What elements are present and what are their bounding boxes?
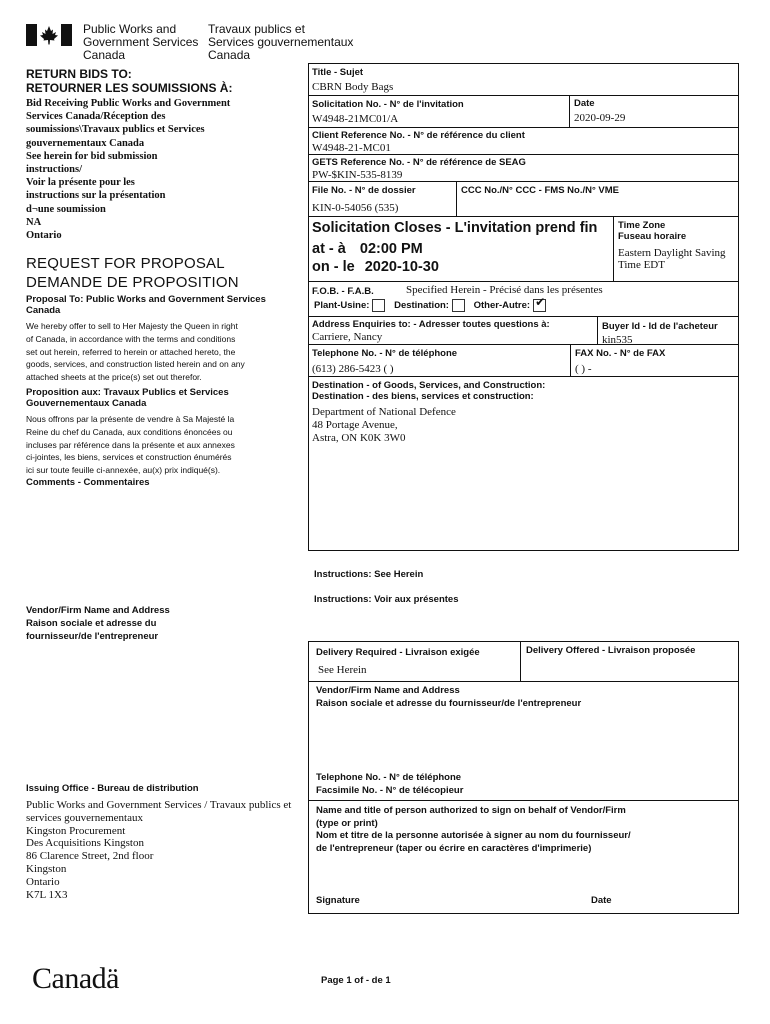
plant-checkbox[interactable]	[372, 299, 385, 312]
proposition-label: Proposition aux: Travaux Publics et Services Gouvernementaux Canada	[26, 387, 229, 409]
return-address	[26, 97, 230, 242]
return-address-line: See herein for bid submission	[26, 150, 158, 162]
vendor-phone-fax-labels	[316, 771, 463, 797]
delivery-offered-label: Delivery Offered - Livraison proposée	[526, 645, 696, 656]
destination-address-line: Astra, ON K0K 3W0	[312, 431, 406, 444]
other-label: Other-Autre:	[473, 300, 531, 312]
file-number-label: File No. - N° de dossier	[312, 185, 416, 196]
delivery-required-label: Delivery Required - Livraison exigée	[316, 647, 480, 658]
file-number-value: KIN-0-54056 (535)	[312, 202, 399, 214]
return-address-line: instructions sur la présentation	[26, 190, 166, 202]
proposal-text-line: of Canada, in accordance with the terms and conditions	[26, 333, 236, 344]
return-address-line: soumissions\Travaux publics et Services	[26, 124, 205, 136]
authorized-signer-label	[316, 805, 631, 855]
return-address-line: NA	[26, 216, 42, 228]
buyer-id-label: Buyer Id - Id de l'acheteur	[602, 321, 718, 332]
proposition-text-line: Nous offrons par la présente de vendre à Sa Majesté la	[26, 414, 235, 424]
issuing-address-line: Kingston Procurement	[26, 824, 126, 837]
issuing-address-line: K7L 1X3	[26, 888, 68, 901]
gets-reference-label: GETS Reference No. - N° de référence de SEAG	[312, 157, 526, 168]
destination-label: Destination:	[394, 300, 449, 312]
issuing-office-label: Issuing Office - Bureau de distribution	[26, 783, 199, 794]
canada-flag-icon	[26, 24, 72, 46]
time-zone-value: Eastern Daylight Saving Time EDT	[618, 247, 726, 271]
issuing-address-line: Des Acquisitions Kingston	[26, 837, 144, 850]
signer-label-line: Nom et titre de la personne autorisée à signer au nom du fournisseur/	[316, 830, 631, 841]
proposition-text-line: ci-jointes, les biens, services et construction énumérés	[26, 452, 232, 463]
proposition-text-line: incluses par référence dans la présente et aux annexes	[26, 439, 235, 450]
page-number: Page 1 of - de 1	[321, 975, 391, 986]
at-label: at - à	[312, 241, 346, 257]
other-checkbox[interactable]	[533, 299, 546, 312]
issuing-address-line: Public Works and Government Services / Travaux publics et	[26, 799, 292, 811]
proposal-text-line: attached sheets at the price(s) set out therefor.	[26, 372, 202, 383]
vendor-telephone-label: Telephone No. - N° de téléphone	[316, 772, 462, 783]
fax-label: FAX No. - N° de FAX	[575, 348, 666, 359]
title-label: Title - Sujet	[312, 67, 364, 78]
gets-reference-value: PW-$KIN-535-8139	[312, 169, 403, 181]
destination-address-line: 48 Portage Avenue,	[312, 418, 398, 431]
time-zone-label: Time Zone Fuseau horaire	[618, 220, 687, 242]
destination-address	[312, 406, 456, 444]
return-bids-heading: RETURN BIDS TO: RETOURNER LES SOUMISSIONS À:	[26, 67, 233, 95]
date-label: Date	[574, 98, 595, 109]
date-value: 2020-09-29	[574, 112, 626, 124]
signer-label-line: (type or print)	[316, 817, 378, 829]
issuing-office-address	[26, 799, 291, 901]
return-address-line: Ontario	[26, 230, 62, 242]
signature-label: Signature	[316, 895, 360, 906]
proposition-text-line: ici sur toute feuille ci-annexée, au(x) prix indiqué(s).	[26, 465, 221, 476]
vendor-name-address-label: Vendor/Firm Name and Address Raison sociale et adresse du fournisseur/de l'entrepreneur	[316, 685, 582, 709]
rfp-heading: REQUEST FOR PROPOSAL DEMANDE DE PROPOSITION	[26, 255, 239, 291]
proposal-to-text	[26, 320, 296, 384]
department-name-french: Travaux publics et Services gouvernementaux Canada	[208, 22, 354, 62]
solicitation-closes-label: Solicitation Closes - L'invitation prend fin	[312, 220, 598, 236]
delivery-required-value: See Herein	[318, 664, 367, 676]
signature-date-label: Date	[591, 895, 612, 906]
vendor-facsimile-label: Facsimile No. - N° de télécopieur	[316, 785, 464, 796]
fob-value: Specified Herein - Précisé dans les présentes	[406, 284, 603, 296]
fax-value: ( ) -	[575, 363, 592, 375]
proposal-text-line: goods, services, and construction listed herein and on any	[26, 359, 245, 370]
destination-of-goods-label: Destination - of Goods, Services, and Construction: Destination - des biens, services et construction:	[312, 380, 546, 402]
fob-options	[314, 299, 552, 312]
department-name-english: Public Works and Government Services Canada	[83, 22, 199, 62]
canada-wordmark: Canadä	[32, 962, 119, 995]
instructions-english: Instructions: See Herein	[314, 569, 424, 580]
proposal-to-label: Proposal To: Public Works and Government Services Canada	[26, 294, 266, 316]
title-value: CBRN Body Bags	[312, 81, 394, 93]
return-address-line: d¬une soumission	[26, 203, 106, 215]
on-label: on - le	[312, 259, 355, 275]
plant-label: Plant-Usine:	[314, 300, 370, 312]
client-reference-value: W4948-21-MC01	[312, 142, 391, 154]
comments-label: Comments - Commentaires	[26, 477, 150, 488]
closing-date-row	[312, 259, 439, 276]
client-reference-label: Client Reference No. - N° de référence du client	[312, 130, 525, 141]
ccc-number-label: CCC No./N° CCC - FMS No./N° VME	[461, 185, 620, 196]
signer-label-line: Name and title of person authorized to sign on behalf of Vendor/Firm	[316, 805, 626, 816]
proposal-text-line: We hereby offer to sell to Her Majesty the Queen in right	[26, 321, 238, 331]
proposition-text-line: Reine du chef du Canada, aux conditions énoncées ou	[26, 426, 233, 437]
issuing-address-line: 86 Clarence Street, 2nd floor	[26, 850, 154, 863]
vendor-address-label-left: Vendor/Firm Name and Address Raison sociale et adresse du fournisseur/de l'entrepreneur	[26, 605, 170, 642]
solicitation-number-value: W4948-21MC01/A	[312, 113, 399, 125]
destination-address-line: Department of National Defence	[312, 406, 456, 418]
return-address-line: Voir la présente pour les	[26, 177, 135, 189]
return-address-line: Services Canada/Réception des	[26, 111, 166, 123]
signer-label-line: de l'entrepreneur (taper ou écrire en caractères d'imprimerie)	[316, 842, 592, 854]
solicitation-number-label: Solicitation No. - N° de l'invitation	[312, 99, 464, 110]
closing-time-value: 02:00 PM	[359, 241, 423, 257]
proposition-text	[26, 413, 296, 477]
closing-date-value: 2020-10-30	[364, 259, 439, 275]
issuing-address-line: Ontario	[26, 875, 60, 888]
return-address-line: instructions/	[26, 164, 83, 176]
address-enquiries-value: Carriere, Nancy	[312, 331, 383, 343]
closing-time-row	[312, 241, 423, 258]
destination-checkbox[interactable]	[452, 299, 465, 312]
telephone-value: (613) 286-5423 ( )	[312, 363, 394, 375]
return-address-line: gouvernementaux Canada	[26, 137, 145, 149]
address-enquiries-label: Address Enquiries to: - Adresser toutes questions à:	[312, 319, 550, 330]
return-address-line: Bid Receiving Public Works and Government	[26, 98, 231, 109]
issuing-address-line: Kingston	[26, 862, 67, 875]
telephone-label: Telephone No. - N° de téléphone	[312, 348, 458, 359]
fob-label: F.O.B. - F.A.B.	[312, 286, 374, 297]
instructions-french: Instructions: Voir aux présentes	[314, 594, 459, 605]
proposal-text-line: set out herein, referred to herein or attached hereto, the	[26, 346, 236, 357]
issuing-address-line: services gouvernementaux	[26, 811, 143, 824]
buyer-id-value: kin535	[602, 334, 633, 346]
